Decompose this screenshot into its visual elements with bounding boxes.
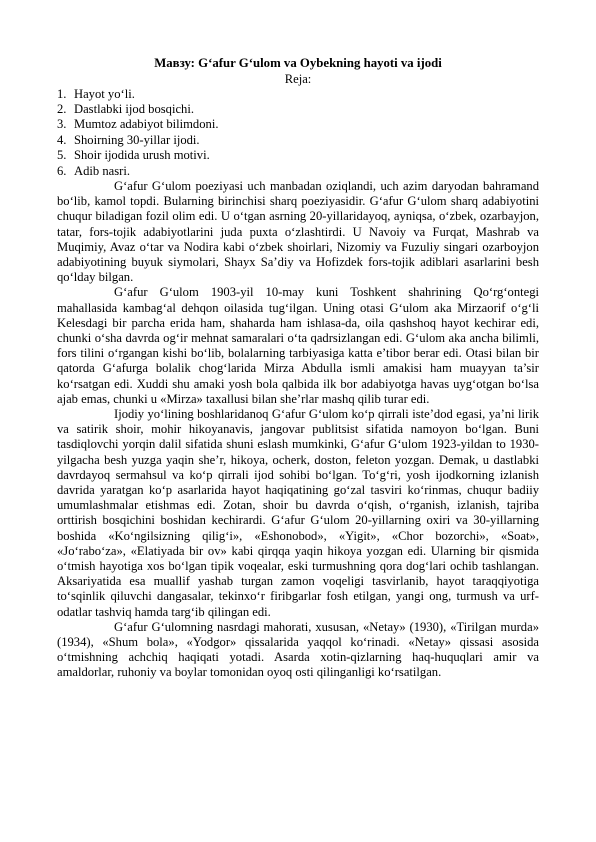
plan-item-text: Shoirning 30-yillar ijodi.: [74, 132, 200, 147]
body-paragraph: G‘afur G‘ulom poeziyasi uch manbadan oziqlandi, uch azim daryodan bahramand bo‘lib, kamol topdi. Bularning birinchisi sharq poeziyasidir. G‘afur G‘ulom sharq adabiyotini chuqur biladigan fozil olim edi. U o‘tgan asrning 20-yillaridayoq, ayniqsa, o‘zbek, ozarbayjon, tatar, fors-tojik adabiyotlarini juda puxta o‘zlashtirdi. U Navoiy va Furqat, Mashrab va Muqimiy, Avaz o‘tar va Nodira kabi o‘zbek shoirlari, Nizomiy va Fuzuliy singari ozarboyjon adabiyotining buyuk siymolari, Shayx Sa’diy va Hofizdek fors-tojik adiblari asarlarini besh qo‘lday bilgan.: [57, 178, 539, 285]
plan-heading: Reja:: [284, 71, 312, 86]
body-paragraph: G‘afur G‘ulom 1903-yil 10-may kuni Toshkent shahrining Qo‘rg‘ontegi mahallasida kambag‘al dehqon oilasida tug‘ilgan. Uning otasi G‘ulom aka Mirzaorif o‘g‘li Kelesdagi bir parcha erida ham, shaharda ham ishlasa-da, oila qashshoq hayot kechirar edi, chunki o‘sha davrda og‘ir mehnat samaralari o‘ta qadrsizlangan edi. G‘ulom aka ancha bilimli, fors tilini o‘rgangan kishi bo‘lib, bolalarning tarbiyasiga katta e’tibor berar edi. Otasi bilan bir qatorda G‘afurga bolalik chog‘larida Mirza Abdulla ismli amakisi ham muayyan ta’sir ko‘rsatgan edi. Xuddi shu amaki yosh bola qalbida ilk bor adabiyotga havas uyg‘otgan bo‘lsa ajab emas, chunki u «Mirza» taxallusi bilan she’rlar mashq qilib turar edi.: [57, 285, 539, 406]
body-paragraph: G‘afur G‘ulomning nasrdagi mahorati, xususan, «Netay» (1930), «Tirilgan murda» (1934), «Shum bola», «Yodgor» qissalarida yaqqol ko‘rinadi. «Netay» qissasi asosida o‘tmishning achchiq haqiqati yotadi. Asarda xotin-qizlarning haq-huquqlari amir va amaldorlar, ruhoniy va boylar tomonidan oyoq osti qilinganligi ko‘rsatilgan.: [57, 619, 539, 680]
document-title: Мавзу: G‘afur G‘ulom va Oybekning hayoti va ijodi: [154, 56, 442, 70]
document-page: [57, 56, 539, 681]
plan-item: [57, 148, 539, 163]
plan-item: [57, 164, 539, 179]
plan-item-number: 5.: [57, 148, 67, 163]
body-paragraph: Ijodiy yo‘lining boshlaridanoq G‘afur G‘ulom ko‘p qirrali iste’dod egasi, ya’ni lirik va satirik shoir, mohir hikoyanavis, jangovar publitsist sifatida namoyon bo‘lgan. Buni tasdiqlovchi yorqin dalil sifatida shuni eslash mumkinki, G‘afur G‘ulom 1923-yildan to 1930-yilgacha besh yuzga yaqin she’r, hikoya, ocherk, doston, feleton yozgan. Demak, u dastlabki davrdayoq sermahsul va ko‘p qirrali ijod sohibi bo‘lgan. To‘g‘ri, yosh ijodkorning izlanish davrida yaratgan ko‘p asarlarida hayot haqiqatining go‘zal tasviri ko‘rinmas, chuqur badiiy umumlashmalar etishmas edi. Zotan, shoir bu davrda o‘qish, o‘rganish, izlanish, tajriba orttirish bosqichini boshidan kechirardi. G‘afur G‘ulom 20-yillarning oxiri va 30-yillarning boshida «Ko‘ngilsizning qilig‘i», «Eshonobod», «Yigit», «Chor bozorchi», «Soat», «Jo‘rabo‘za», «Elatiyada bir ov» kabi qirqqa yaqin hikoya yozgan edi. Ularning bir qismida o‘tmish hayotiga xos bo‘lgan tipik voqealar, eski turmushning qora dog‘lari ochib tashlangan. Aksariyatida esa muallif yashab turgan zamon voqeligi tasvirlanib, hayot taraqqiyotiga to‘sqinlik qiluvchi dangasalar, tekinxo‘r firibgarlar fosh etilgan, yangi ong, turmush va urf-odatlar tashviq hamda targ‘ib qilingan edi.: [57, 406, 539, 619]
plan-item: [57, 133, 539, 148]
plan-item-number: 1.: [57, 86, 67, 101]
plan-item-number: 4.: [57, 132, 67, 147]
plan-item-number: 2.: [57, 101, 67, 116]
plan-item-text: Hayot yo‘li.: [74, 86, 135, 101]
plan-item-number: 3.: [57, 117, 67, 132]
plan-item-text: Mumtoz adabiyot bilimdoni.: [74, 117, 219, 132]
plan-item-text: Shoir ijodida urush motivi.: [74, 148, 210, 163]
plan-item-number: 6.: [57, 163, 67, 178]
plan-item-text: Adib nasri.: [74, 163, 130, 178]
plan-item: [57, 87, 539, 102]
plan-item: [57, 117, 539, 132]
plan-item-text: Dastlabki ijod bosqichi.: [74, 101, 194, 116]
plan-list: [57, 87, 539, 179]
plan-item: [57, 102, 539, 117]
